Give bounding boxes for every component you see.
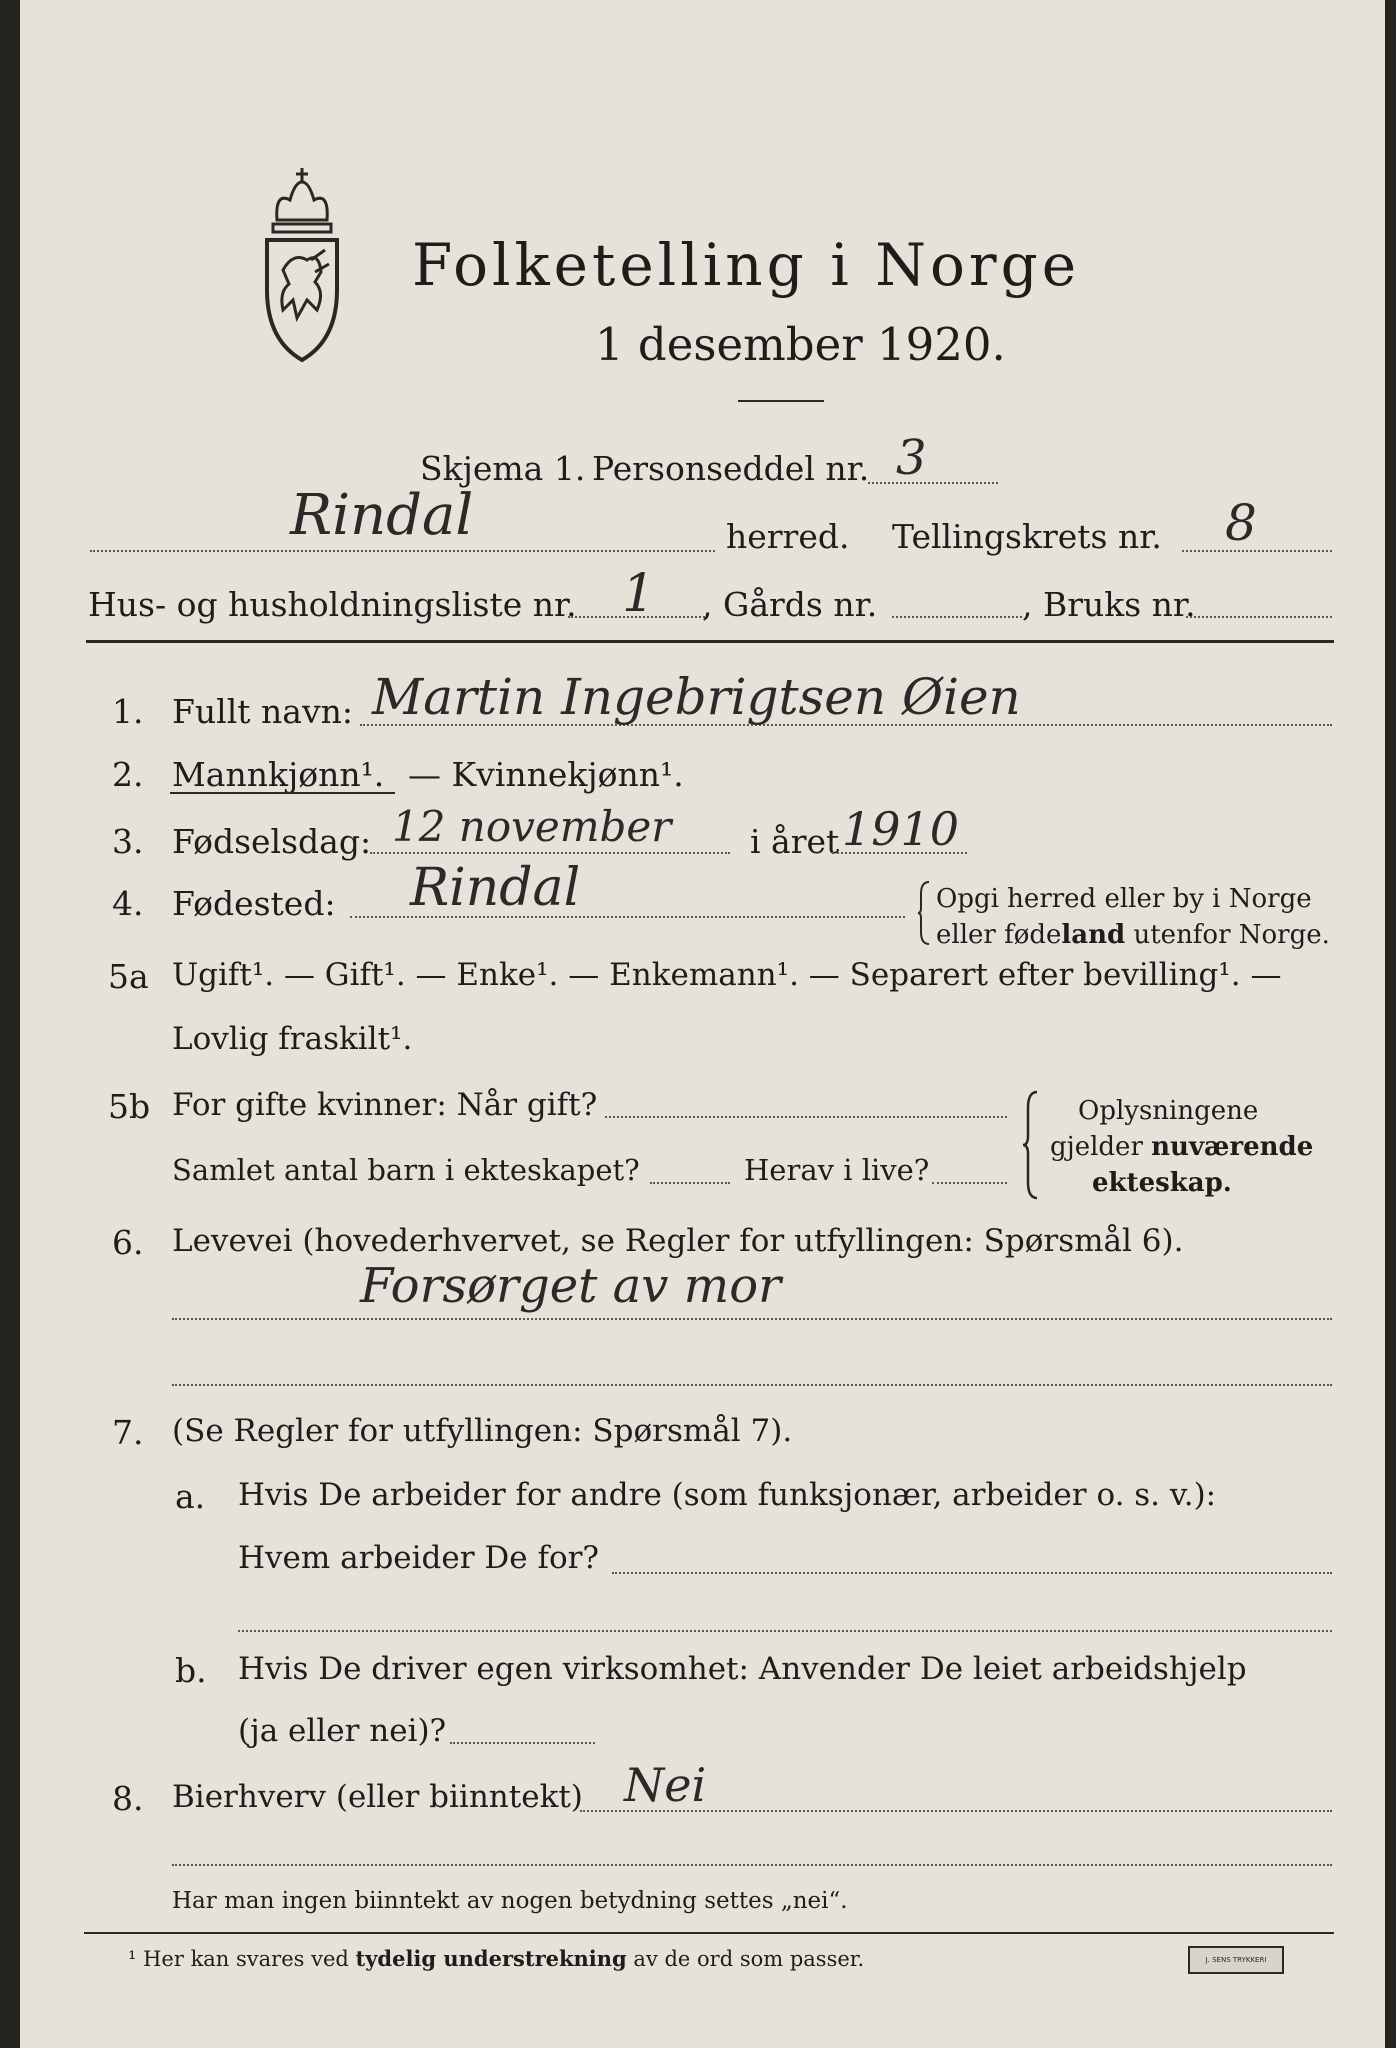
tellingskrets-label: Tellingskrets nr. [892, 517, 1162, 556]
q3-year-label: i året [750, 822, 840, 861]
q6-line2 [172, 1384, 1332, 1386]
q5b-number: 5b [108, 1087, 151, 1126]
q6-line1 [172, 1318, 1332, 1320]
q8-line2 [172, 1864, 1332, 1866]
q7b-line1: Hvis De driver egen virksomhet: Anvender De leiet arbeidshjelp [238, 1651, 1247, 1687]
personseddel-label: Personseddel nr. [592, 449, 870, 488]
q3-year-value: 1910 [842, 802, 960, 856]
q1-label: Fullt navn: [172, 692, 353, 731]
bruks-line [1186, 616, 1332, 618]
q5b-note2-a: gjelder [1050, 1132, 1152, 1162]
herred-label: herred. [726, 517, 850, 556]
q4-note-line1: Opgi herred eller by i Norge [936, 884, 1312, 914]
q6-label: Levevei (hovederhvervet, se Regler for utfyllingen: Spørsmål 6). [172, 1223, 1184, 1259]
q7a-answer-line2 [238, 1630, 1332, 1632]
q6-value: Forsørget av mor [360, 1258, 782, 1314]
footnote-b: tydelig understrekning [355, 1946, 627, 1971]
q8-number: 8. [112, 1779, 144, 1818]
q5a-line2: Lovlig fraskilt¹. [172, 1021, 413, 1057]
q4-value: Rindal [410, 858, 581, 918]
footnote-a: Her kan svares ved [143, 1947, 356, 1971]
q2-kvinnekjonn: — Kvinnekjønn¹. [408, 755, 684, 794]
q6-number: 6. [112, 1223, 144, 1262]
q4-number: 4. [112, 884, 144, 923]
q5b-note1: Oplysningene [1078, 1096, 1259, 1126]
q4-note-line2 [936, 922, 1330, 948]
q8-label: Bierhverv (eller biinntekt) [172, 1779, 583, 1815]
q1-number: 1. [112, 692, 144, 731]
hus-value: 1 [622, 564, 656, 624]
personseddel-value: 3 [896, 430, 927, 486]
q2-mannkjonn-underline [170, 792, 395, 794]
footnote [128, 1948, 864, 1970]
printer-stamp-text: J. SENS TRYKKERI [1205, 1956, 1267, 1964]
census-form-sheet [20, 0, 1385, 2048]
q5b-note3: ekteskap. [1092, 1168, 1232, 1198]
gards-label: , Gårds nr. [702, 585, 878, 624]
q2-number: 2. [112, 755, 144, 794]
form-title: Folketelling i Norge [412, 231, 1081, 299]
q5a-line1: Ugift¹. — Gift¹. — Enke¹. — Enkemann¹. — Separert efter bevilling¹. — [172, 957, 1282, 993]
printer-stamp [1188, 1946, 1284, 1974]
q5a-number: 5a [108, 957, 149, 996]
bruks-label: , Bruks nr. [1022, 585, 1196, 624]
q7a-answer-line1 [612, 1572, 1332, 1574]
q5b-note2 [1050, 1134, 1313, 1160]
gards-line [892, 616, 1022, 618]
q7a-line2: Hvem arbeider De for? [238, 1540, 600, 1576]
q7-number: 7. [112, 1413, 144, 1452]
q3-label: Fødselsdag: [172, 822, 372, 861]
herred-value: Rindal [290, 483, 474, 548]
q5b-label2: Samlet antal barn i ekteskapet? [172, 1153, 640, 1187]
footnote-mark: ¹ [128, 1947, 137, 1971]
q5b-gift-line [605, 1116, 1007, 1118]
q3-number: 3. [112, 822, 144, 861]
q4-label: Fødested: [172, 884, 336, 923]
header-rule [86, 640, 1334, 643]
q7-label: (Se Regler for utfyllingen: Spørsmål 7). [172, 1413, 793, 1449]
hus-label: Hus- og husholdningsliste nr. [88, 585, 577, 624]
q3-line [370, 852, 730, 854]
herred-line [90, 550, 715, 552]
q7a-line1: Hvis De arbeider for andre (som funksjonær, arbeider o. s. v.): [238, 1477, 1217, 1513]
footer-rule [84, 1932, 1334, 1934]
skjema-label: Skjema 1. [420, 449, 586, 488]
q5b-label3: Herav i live? [744, 1153, 930, 1187]
q2-mannkjonn: Mannkjønn¹. [172, 755, 385, 794]
q5b-barn-line [650, 1182, 730, 1184]
q7b-answer-line [450, 1742, 595, 1744]
q8-value: Nei [624, 1758, 707, 1812]
q7a-letter: a. [175, 1477, 206, 1516]
q4-brace-icon [917, 880, 931, 946]
q5b-brace-icon [1022, 1090, 1040, 1200]
form-date: 1 desember 1920. [595, 318, 1006, 371]
title-divider [738, 400, 824, 402]
q4-note-line2-b: land [1061, 920, 1126, 950]
q4-note-line2-a: eller føde [936, 920, 1062, 950]
q4-note-line2-c: utenfor Norge. [1125, 920, 1330, 950]
footnote-c: av de ord som passer. [626, 1947, 865, 1971]
q7b-line2: (ja eller nei)? [238, 1713, 447, 1749]
q5b-live-line [932, 1182, 1007, 1184]
footer-note: Har man ingen biinntekt av nogen betydning settes „nei“. [172, 1888, 848, 1914]
q1-value: Martin Ingebrigtsen Øien [372, 668, 1021, 726]
tellingskrets-line [1182, 550, 1332, 552]
q5b-label1: For gifte kvinner: Når gift? [172, 1087, 598, 1123]
tellingskrets-value: 8 [1225, 494, 1257, 552]
q3-value: 12 november [392, 802, 672, 851]
norway-coat-of-arms-icon [245, 160, 360, 365]
personseddel-line [868, 482, 998, 484]
q7b-letter: b. [175, 1651, 207, 1690]
q5b-note2-b: nuværende [1151, 1132, 1314, 1162]
